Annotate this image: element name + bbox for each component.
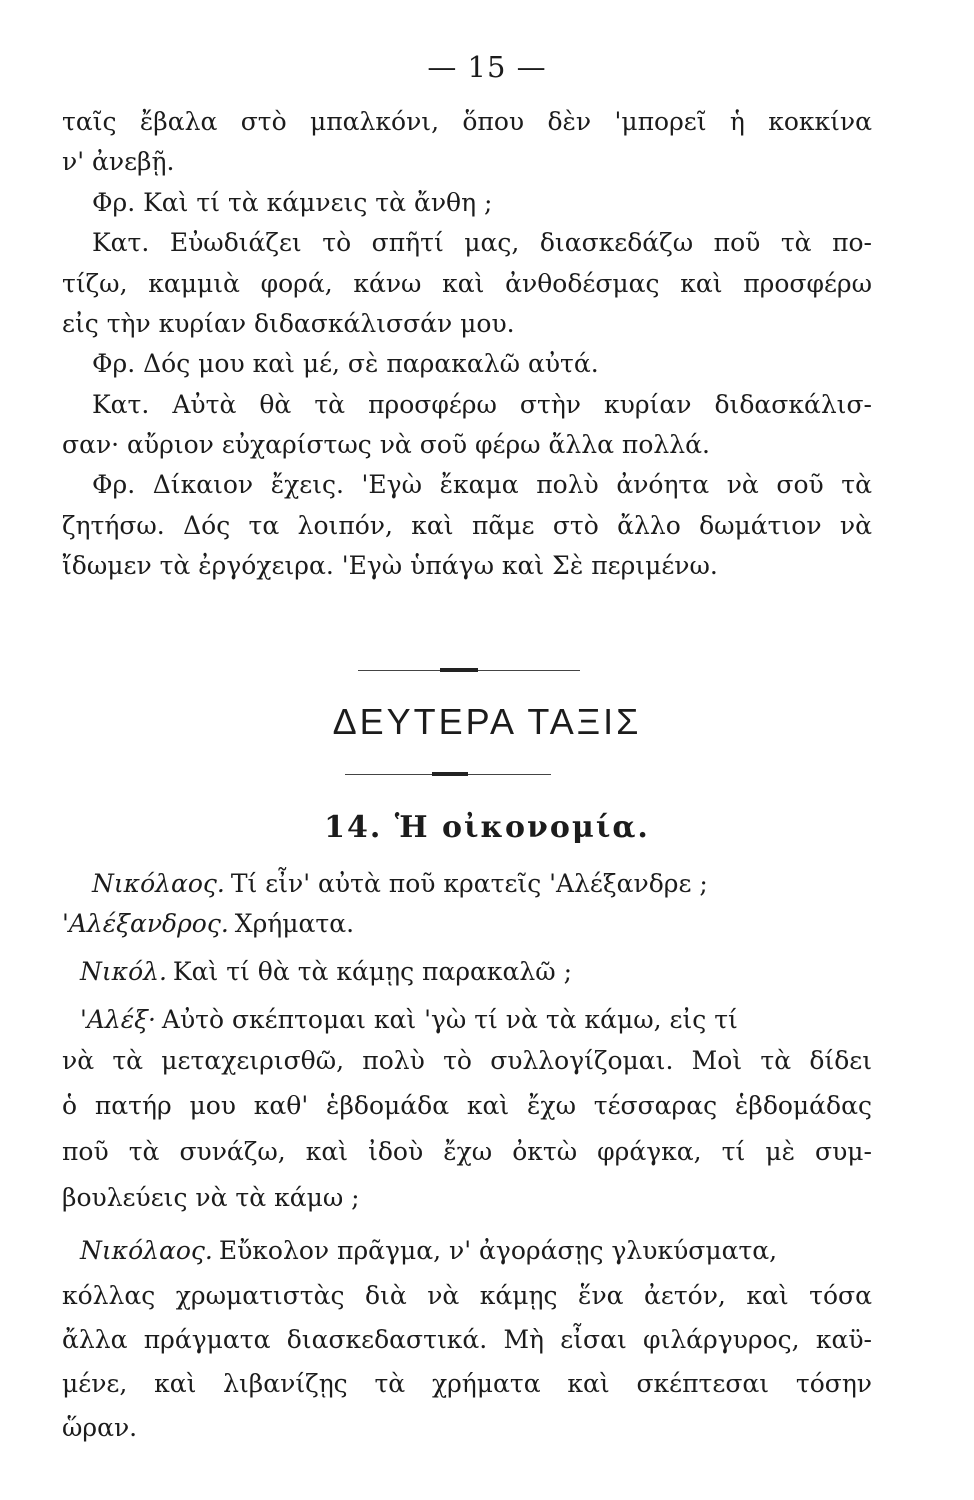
text-line: ταῖς ἔβαλα στὸ μπαλκόνι, ὅπου δὲν 'μπορεῖ ἡ κοκκίνα <box>62 107 872 136</box>
dialogue-line <box>62 906 872 942</box>
speaker-name: Νικόλαος. <box>92 869 225 898</box>
lesson-title: 14. Ἡ οἰκονομία. <box>324 810 650 845</box>
text-line: σαν· αὔριον εὐχαρίστως νὰ σοῦ φέρω ἄλλα πολλά. <box>62 430 710 459</box>
speaker-name: 'Αλέξ· <box>80 1005 156 1034</box>
text-line: Κατ. Αὐτὰ θὰ τὰ προσφέρω στὴν κυρίαν διδασκάλισ- <box>92 390 872 419</box>
text-line: Κατ. Εὐωδιάζει τὸ σπῆτί μας, διασκεδάζω ποῦ τὰ πο- <box>92 228 872 257</box>
dialogue-line: μένε, καὶ λιβανίζῃς τὰ χρήματα καὶ σκέπτεσαι τόσην <box>62 1369 872 1398</box>
dialogue-line: βουλεύεις νὰ τὰ κάμω ; <box>62 1183 360 1212</box>
dialogue-line: ὥραν. <box>62 1413 138 1442</box>
dialogue-text: Εὔκολον πρᾶγμα, ν' ἀγοράσῃς γλυκύσματα, <box>218 1236 778 1265</box>
dialogue-line <box>92 866 872 902</box>
text-line: Φρ. Καὶ τί τὰ κάμνεις τὰ ἄνθη ; <box>92 188 493 217</box>
text-line: ν' ἀνεβῇ. <box>62 147 175 176</box>
dialogue-line: κόλλας χρωματιστὰς διὰ νὰ κάμῃς ἕνα ἀετόν, καὶ τόσα <box>62 1281 872 1310</box>
dialogue-text: Χρήματα. <box>234 909 355 938</box>
dialogue-line <box>80 954 872 990</box>
speaker-name: Νικόλαος. <box>80 1236 213 1265</box>
speaker-name: 'Αλέξανδρος. <box>62 909 229 938</box>
dialogue-line: νὰ τὰ μεταχειρισθῶ, πολὺ τὸ συλλογίζομαι. Μοὶ τὰ δίδει <box>62 1046 872 1075</box>
dialogue-text: Τί εἶν' αὐτὰ ποῦ κρατεῖς 'Αλέξανδρε ; <box>230 869 708 898</box>
dialogue-line: ἄλλα πράγματα διασκεδαστικά. Μὴ εἶσαι φιλάργυρος, καϋ- <box>62 1325 872 1354</box>
text-line: ἴδωμεν τὰ ἐργόχειρα. 'Εγὼ ὑπάγω καὶ Σὲ περιμένω. <box>62 551 718 580</box>
dialogue-text: Καὶ τί θὰ τὰ κάμῃς παρακαλῶ ; <box>172 957 573 986</box>
text-line: Φρ. Δός μου καὶ μέ, σὲ παρακαλῶ αὐτά. <box>92 349 599 378</box>
text-line: εἰς τὴν κυρίαν διδασκάλισσάν μου. <box>62 309 515 338</box>
dialogue-line <box>80 1002 872 1038</box>
dialogue-text: Αὐτὸ σκέπτομαι καὶ 'γὼ τί νὰ τὰ κάμω, εἰς τί <box>161 1005 738 1034</box>
speaker-name: Νικόλ. <box>80 957 167 986</box>
dialogue-line <box>80 1233 872 1269</box>
text-line: ζητήσω. Δός τα λοιπόν, καὶ πᾶμε στὸ ἄλλο δωμάτιον νὰ <box>62 511 872 540</box>
dialogue-line: ποῦ τὰ συνάζω, καὶ ἰδοὺ ἔχω ὀκτὼ φράγκα, τί μὲ συμ- <box>62 1137 872 1166</box>
text-line: Φρ. Δίκαιον ἔχεις. 'Εγὼ ἔκαμα πολὺ ἀνόητα νὰ σοῦ τὰ <box>92 470 872 499</box>
text-line: τίζω, καμμιὰ φορά, κάνω καὶ ἀνθοδέσμας καὶ προσφέρω <box>62 269 872 298</box>
page-number: — 15 — <box>427 50 547 84</box>
dialogue-line: ὁ πατήρ μου καθ' ἑβδομάδα καὶ ἔχω τέσσαρας ἑβδομάδας <box>62 1091 872 1120</box>
section-title: ΔΕΥΤΕΡΑ ΤΑΞΙΣ <box>332 701 642 742</box>
